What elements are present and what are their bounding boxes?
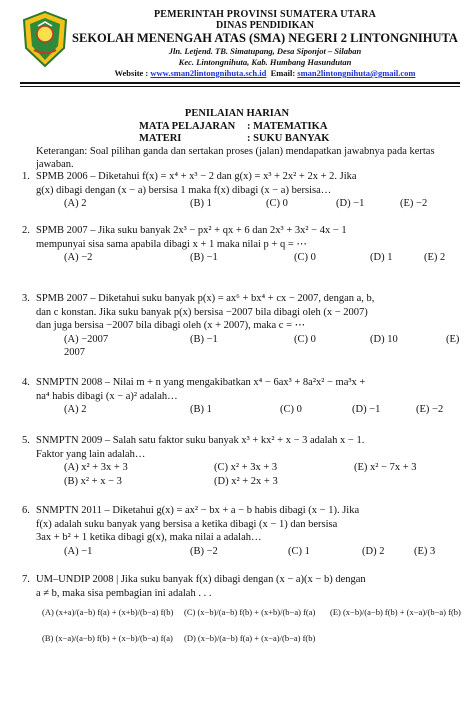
option-d[interactable]: (D) −1 [352,404,381,415]
question-number: 3. [22,293,30,304]
option-d[interactable]: (D) −1 [336,198,365,209]
option-e[interactable]: (E) x² − 7x + 3 [354,462,417,473]
exam-title: PENILAIAN HARIAN [184,108,290,119]
option-b[interactable]: (B) 1 [190,404,212,415]
option-e[interactable]: (E) 3 [414,545,436,557]
option-e[interactable]: (E) [446,333,460,345]
answer-options [42,630,452,660]
option-e[interactable]: (E) −2 [416,404,444,415]
option-a[interactable]: (A) −1 [64,545,93,557]
email-link[interactable]: sman2lintongnihuta@gmail.com [297,68,416,78]
option-e[interactable]: (E) (x−b)/(a−b) f(b) + (x−a)/(b−a) f(b) [330,607,461,617]
answer-options-wrap [64,346,452,360]
meta-value: : SUKU BANYAK [247,133,330,144]
answer-options [64,475,452,489]
option-b[interactable]: (B) x² + x − 3 [64,475,122,487]
letterhead-divider-thin [20,86,460,87]
question-number: 5. [22,435,30,446]
provincial-emblem-icon [20,10,70,68]
option-b[interactable]: (B) −2 [190,545,218,557]
meta-key: MATA PELAJARAN [139,121,236,132]
question-line: SNMPTN 2011 – Diketahui g(x) = ax² − bx + a − b habis dibagi (x − 1). Jika [36,505,360,516]
letterhead-divider-thick [20,82,460,84]
question-line: SPMB 2006 – Diketahui f(x) = x⁴ + x³ − 2 dan g(x) = x³ + 2x² + 2x + 2. Jika [36,171,357,182]
instructions-note: Keterangan: Soal pilihan ganda dan sertakan proses (jalan) mendapatkan jawabnya pada kertas jawaban. [36,146,435,170]
website-link[interactable]: www.sman2lintongnihuta.sch.id [150,68,267,78]
question-7 [22,573,461,660]
option-e[interactable]: (E) −2 [400,198,428,209]
question-line: 3ax + b² + 1 ketika dibagi g(x), maka nilai a adalah… [36,532,262,543]
meta-subject [139,121,327,132]
meta-key: MATERI [139,133,182,144]
question-line: UM–UNDIP 2008 | Jika suku banyak f(x) dibagi dengan (x − a)(x − b) dengan [36,574,366,585]
answer-options [64,333,460,347]
question-number: 4. [22,377,30,388]
option-e[interactable]: (E) 2 [424,252,446,263]
question-line: a ≠ b, maka sisa pembagian ini adalah . . . [36,587,212,599]
option-b[interactable]: (B) −1 [190,252,218,263]
question-line: f(x) adalah suku banyak yang bersisa a ketika dibagi (x − 1) dan bersisa [36,518,338,530]
letterhead-department: DINAS PENDIDIKAN [215,20,315,31]
question-number: 7. [22,574,30,585]
option-c[interactable]: (C) 0 [266,198,288,209]
question-number: 2. [22,225,30,236]
option-e-value: 2007 [64,347,85,358]
question-4 [22,376,452,417]
letterhead-government: PEMERINTAH PROVINSI SUMATERA UTARA [153,9,377,20]
website-label: Website : [114,68,151,78]
option-c[interactable]: (C) x² + 3x + 3 [214,462,278,473]
question-line: na⁴ habis dibagi (x − a)² adalah… [36,390,178,402]
question-6 [22,504,452,558]
option-a[interactable]: (A) 2 [64,404,87,415]
question-line: SNMPTN 2008 – Nilai m + n yang mengakibatkan x⁴ − 6ax³ + 8a²x² − ma³x + [36,377,366,388]
meta-topic [139,133,329,144]
option-a[interactable]: (A) 2 [64,198,87,209]
option-a[interactable]: (A) x² + 3x + 3 [64,462,128,473]
option-b[interactable]: (B) 1 [190,198,212,209]
option-a[interactable]: (A) −2007 [64,333,109,345]
question-line: SPMB 2007 – Diketahui suku banyak p(x) = ax⁶ + bx⁴ + cx − 2007, dengan a, b, [36,293,375,304]
option-d[interactable]: (D) 2 [362,545,385,557]
question-line: SPMB 2007 – Jika suku banyak 2x³ − px² + qx + 6 dan 2x³ + 3x² − 4x − 1 [36,225,347,236]
option-c[interactable]: (C) (x−b)/(a−b) f(b) + (x+b)/(b−a) f(a) [184,607,316,617]
answer-options [64,251,452,265]
answer-options [64,461,452,475]
option-d[interactable]: (D) 1 [370,252,393,263]
question-2 [22,224,452,265]
question-line: dan juga bersisa −2007 bila dibagi oleh (x + 2007), maka c = ⋯ [36,320,306,331]
question-number: 1. [22,171,30,182]
option-c[interactable]: (C) 1 [288,545,310,557]
option-c[interactable]: (C) 0 [294,252,316,263]
question-line: SNMPTN 2009 – Salah satu faktor suku banyak x³ + kx² + x − 3 adalah x − 1. [36,435,365,446]
question-3 [22,292,460,360]
option-c[interactable]: (C) 0 [280,404,302,415]
answer-options [64,545,452,559]
question-line: g(x) dibagi dengan (x − a) bersisa 1 maka f(x) dibagi (x − a) bersisa… [36,184,332,196]
question-number: 6. [22,505,30,516]
answer-options [64,197,452,211]
meta-value: : MATEMATIKA [247,121,328,132]
option-b[interactable]: (B) −1 [190,333,218,345]
answer-options [42,600,461,630]
answer-options [64,403,452,417]
question-5 [22,434,452,488]
question-line: dan c konstan. Jika suku banyak p(x) bersisa −2007 bila dibagi oleh (x − 2007) [36,306,368,318]
option-d[interactable]: (D) 10 [370,333,398,345]
question-1 [22,170,452,211]
letterhead-school-name: SEKOLAH MENENGAH ATAS (SMA) NEGERI 2 LINTONGNIHUTA [72,31,458,45]
option-d[interactable]: (D) (x−b)/(a−b) f(a) + (x−a)/(b−a) f(b) [184,633,316,643]
question-line: mempunyai sisa sama apabila dibagi x + 1 maka nilai p + q = ⋯ [36,238,307,250]
option-b[interactable]: (B) (x−a)/(a−b) f(b) + (x−b)/(b−a) f(a) [42,633,173,643]
email-label: Email: [266,68,298,78]
letterhead-contact [70,68,460,78]
letterhead-district: Kec. Lintongnihuta, Kab. Humbang Hasundutan [178,57,352,67]
option-a[interactable]: (A) −2 [64,252,93,263]
option-d[interactable]: (D) x² + 2x + 3 [214,475,278,487]
option-c[interactable]: (C) 0 [294,333,316,345]
option-a[interactable]: (A) (x+a)/(a−b) f(a) + (x+b)/(b−a) f(b) [42,607,174,617]
question-line: Faktor yang lain adalah… [36,448,146,460]
letterhead-address: Jln. Letjend. TB. Simatupang, Desa Siponjot – Silaban [168,46,362,56]
